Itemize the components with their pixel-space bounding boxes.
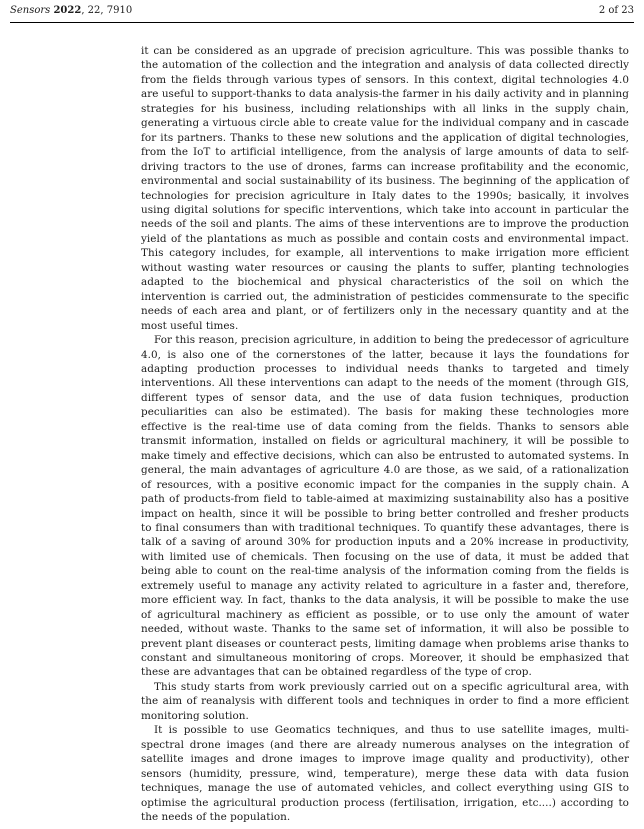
- body-paragraph: It is possible to use Geomatics techniques, and thus to use satellite images, multi-spectral drone images (and there are already numerous analyses on the integration of satellite images and drone images to improve image quality and productivity), other sensors (humidity, pressure, wind, temperature), merge these data with data fusion techniques, manage the use of automated vehicles, and collect everything using GIS to optimise the agricultural production process (fertilisation, irrigation, etc....) according to the needs of the population.: [141, 724, 629, 824]
- journal-citation-tail: , 22, 7910: [81, 5, 133, 16]
- journal-citation: [10, 4, 132, 18]
- journal-year: 2022: [53, 5, 82, 16]
- body-paragraph: For this reason, precision agriculture, in addition to being the predecessor of agriculture 4.0, is also one of the cornerstones of the latter, because it lays the foundations for adapting production processes to individual needs thanks to targeted and timely interventions. All these interventions can adapt to the needs of the moment (through GIS, different types of sensor data, and the use of data fusion techniques, production peculiarities can also be estimated). The basis for making these technologies more effective is the real-time use of data coming from the fields. Thanks to sensors able transmit information, installed on fields or agricultural machinery, it will be possible to make timely and effective decisions, which can also be entrusted to automated systems. In general, the main advantages of agriculture 4.0 are those, as we said, of a rationalization of resources, with a positive economic impact for the companies in the supply chain. A path of products-from field to table-aimed at maximizing sustainability also has a positive impact on health, since it will be possible to bring better controlled and fresher products to final consumers than with traditional techniques. To quantify these advantages, there is talk of a saving of around 30% for production inputs and a 20% increase in productivity, with limited use of chemicals. Then focusing on the use of data, it must be added that being able to count on the real-time analysis of the information coming from the fields is extremely useful to manage any activity related to agriculture in a faster and, therefore, more efficient way. In fact, thanks to the data analysis, it will be possible to make the use of agricultural machinery as efficient as possible, or to use only the amount of water needed, without waste. Thanks to the same set of information, it will also be possible to prevent plant diseases or counteract pests, limiting damage when problems arise thanks to constant and simultaneous monitoring of crops. Moreover, it should be emphasized that these are advantages that can be obtained regardless of the type of crop.: [141, 334, 629, 679]
- journal-name: Sensors: [10, 5, 51, 16]
- body-paragraph: it can be considered as an upgrade of precision agriculture. This was possible thanks to the automation of the collection and the integration and analysis of data collected directly from the fields through various types of sensors. In this context, digital technologies 4.0 are useful to support-thanks to data analysis-the farmer in his daily activity and in planning strategies for his business, including relationships with all links in the supply chain, generating a virtuous circle able to create value for the individual company and in cascade for its partners. Thanks to these new solutions and the application of digital technologies, from the IoT to artificial intelligence, from the analysis of large amounts of data to self-driving tractors to the use of drones, farms can increase profitability and the economic, environmental and social sustainability of its business. The beginning of the application of technologies for precision agriculture in Italy dates to the 1990s; basically, it involves using digital solutions for specific interventions, which take into account in particular the needs of the soil and plants. The aims of these interventions are to improve the production yield of the plantations as much as possible and contain costs and environmental impact. This category includes, for example, all interventions to make irrigation more efficient without wasting water resources or causing the plants to suffer, planting technologies adapted to the biochemical and physical characteristics of the soil on which the intervention is carried out, the administration of pesticides commensurate to the specific needs of each area and plant, or of fertilizers only in the necessary quantity and at the most useful times.: [141, 45, 630, 332]
- body-paragraph: This study starts from work previously carried out on a specific agricultural area, with the aim of reanalysis with different tools and techniques in order to find a more efficient monitoring solution.: [141, 680, 629, 722]
- body-text-column: [141, 44, 629, 824]
- running-header: [10, 4, 634, 18]
- page-number: 2 of 23: [598, 5, 634, 16]
- header-rule: [10, 22, 634, 23]
